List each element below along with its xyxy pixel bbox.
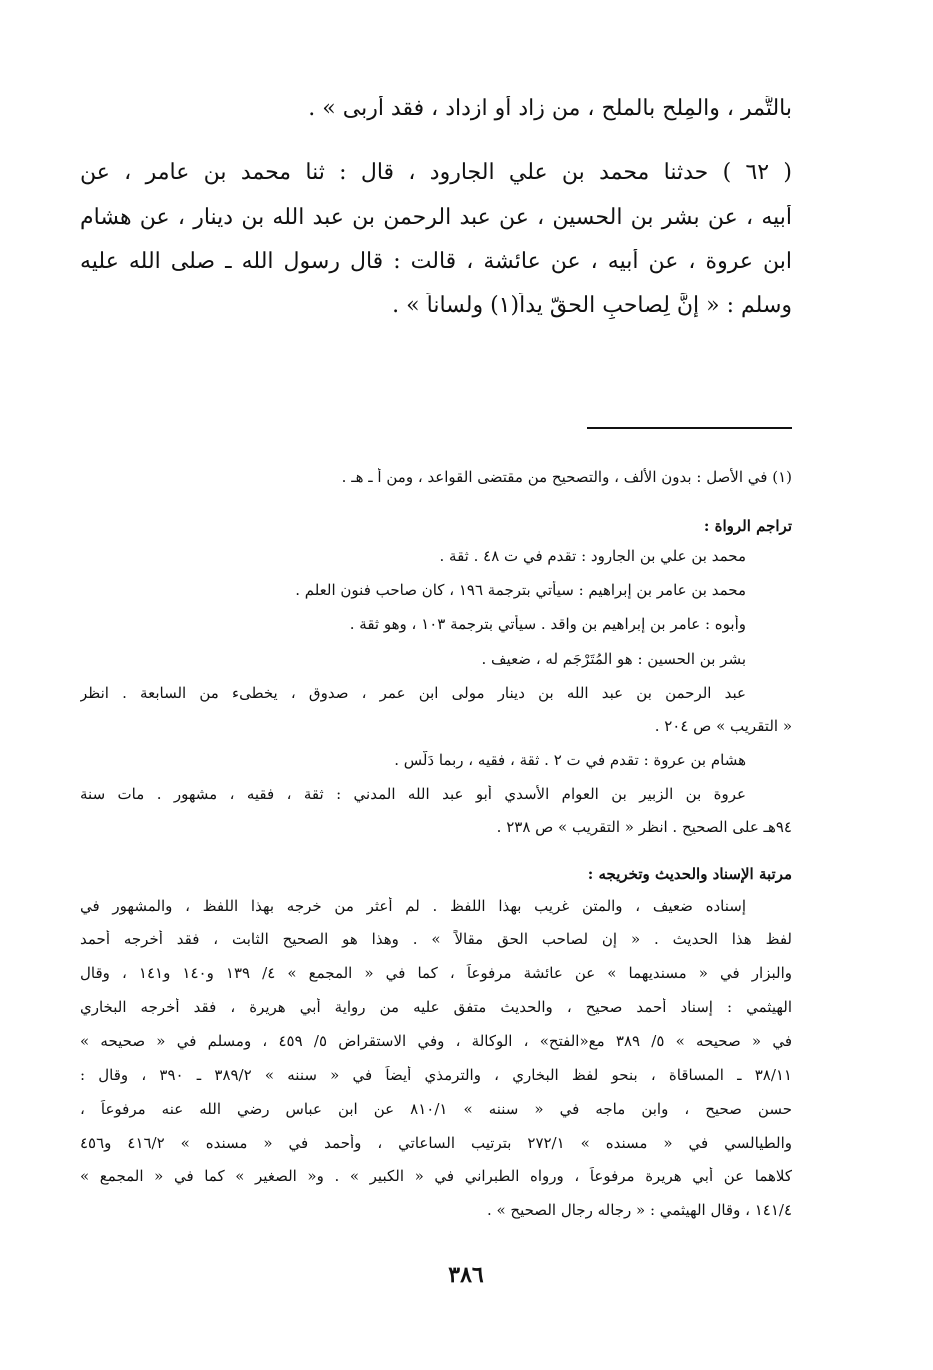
isnad-line: حسن صحيح ، وابن ماجه في « سننه » ٨١٠/١ عن ابن عباس رضي الله عنه مرفوعاً ،: [80, 1100, 792, 1118]
isnad-line: في « صحيحه » ٥/ ٣٨٩ مع«الفتح» ، الوكالة ، وفي الاستقراض ٥/ ٤٥٩ ، ومسلم في « صحيحه »: [80, 1032, 792, 1050]
footnote-separator: [587, 427, 792, 429]
main-text-line: بالتَّمر ، والمِلح بالملح ، من زاد أو ازداد ، فقد أربى » .: [308, 96, 792, 121]
main-text-line: أبيه ، عن بشر بن الحسين ، عن عبد الرحمن بن عبد الله بن دينار ، عن هشام: [80, 205, 792, 230]
isnad-line: ٣٨/١١ ـ المساقاة ، بنحو لفظ البخاري ، والترمذي أيضاً في « سننه » ٣٨٩/٢ ـ ٣٩٠ ، وقال :: [80, 1066, 792, 1084]
page-number: ٣٨٦: [448, 1262, 484, 1288]
narrator-line: محمد بن علي بن الجارود : تقدم في ت ٤٨ . ثقة .: [439, 547, 746, 565]
isnad-line: الهيثمي : إسناد أحمد صحيح ، والحديث متفق عليه من رواية أبي هريرة ، فقد أخرجه البخاري: [80, 998, 792, 1016]
isnad-line: ١٤١/٤ ، وقال الهيثمي : « رجاله رجال الصحيح » .: [486, 1201, 792, 1219]
narrator-line: وأبوه : عامر بن إبراهيم بن واقد . سيأتي بترجمة ١٠٣ ، وهو ثقة .: [349, 615, 746, 633]
narrator-line: هشام بن عروة : تقدم في ت ٢ . ثقة ، فقيه ، ربما دَلَّس .: [394, 751, 746, 769]
main-text-line: وسلم : « إنَّ لِصاحبِ الحقّ يداً(١) ولساناً » .: [392, 293, 792, 318]
isnad-heading: مرتبة الإسناد والحديث وتخريجه :: [587, 865, 792, 883]
narrators-heading: تراجم الرواة :: [703, 517, 792, 535]
isnad-line: والبزار في « مسنديهما » عن عائشة مرفوعاً ، كما في « المجمع » ٤/ ١٣٩ و١٤٠ و١٤١ ، وقال: [80, 964, 792, 982]
main-text-line: ( ٦٢ ) حدثنا محمد بن علي الجارود ، قال : ثنا محمد بن عامر ، عن: [80, 160, 792, 185]
isnad-line: إسناده ضعيف ، والمتن غريب بهذا اللفظ . لم أعثر من خرجه بهذا اللفظ ، والمشهور في: [80, 897, 746, 915]
footnote: (١) في الأصل : بدون الألف ، والتصحيح من مقتضى القواعد ، ومن أ ـ هـ .: [341, 468, 792, 486]
main-text-line: ابن عروة ، عن أبيه ، عن عائشة ، قالت : قال رسول الله ـ صلى الله عليه: [80, 249, 792, 274]
narrator-line: محمد بن عامر بن إبراهيم : سيأتي بترجمة ١٩٦ ، كان صاحب فنون العلم .: [295, 581, 746, 599]
narrator-line: « التقريب » ص ٢٠٤ .: [654, 717, 792, 735]
narrator-line: ٩٤هـ على الصحيح . انظر « التقريب » ص ٢٣٨ .: [496, 818, 792, 836]
narrator-line: عروة بن الزبير بن العوام الأسدي أبو عبد الله المدني : ثقة ، فقيه ، مشهور . مات سنة: [80, 785, 746, 803]
isnad-line: كلاهما عن أبي هريرة مرفوعاً ، ورواه الطبراني في « الكبير » . و« الصغير » كما في « المجمع »: [80, 1167, 792, 1185]
isnad-line: والطيالسي في « مسنده » ٢٧٢/١ بترتيب الساعاتي ، وأحمد في « مسنده » ٤١٦/٢ و٤٥٦: [80, 1134, 792, 1152]
narrator-line: عبد الرحمن بن عبد الله بن دينار مولى ابن عمر ، صدوق ، يخطىء من السابعة . انظر: [80, 684, 746, 702]
isnad-line: لفظ هذا الحديث . « إن لصاحب الحق مقالاً » . وهذا هو الصحيح الثابت ، فقد أخرجه أحمد: [80, 930, 792, 948]
narrator-line: بشر بن الحسين : هو المُتَرْجَم له ، ضعيف .: [481, 650, 746, 668]
